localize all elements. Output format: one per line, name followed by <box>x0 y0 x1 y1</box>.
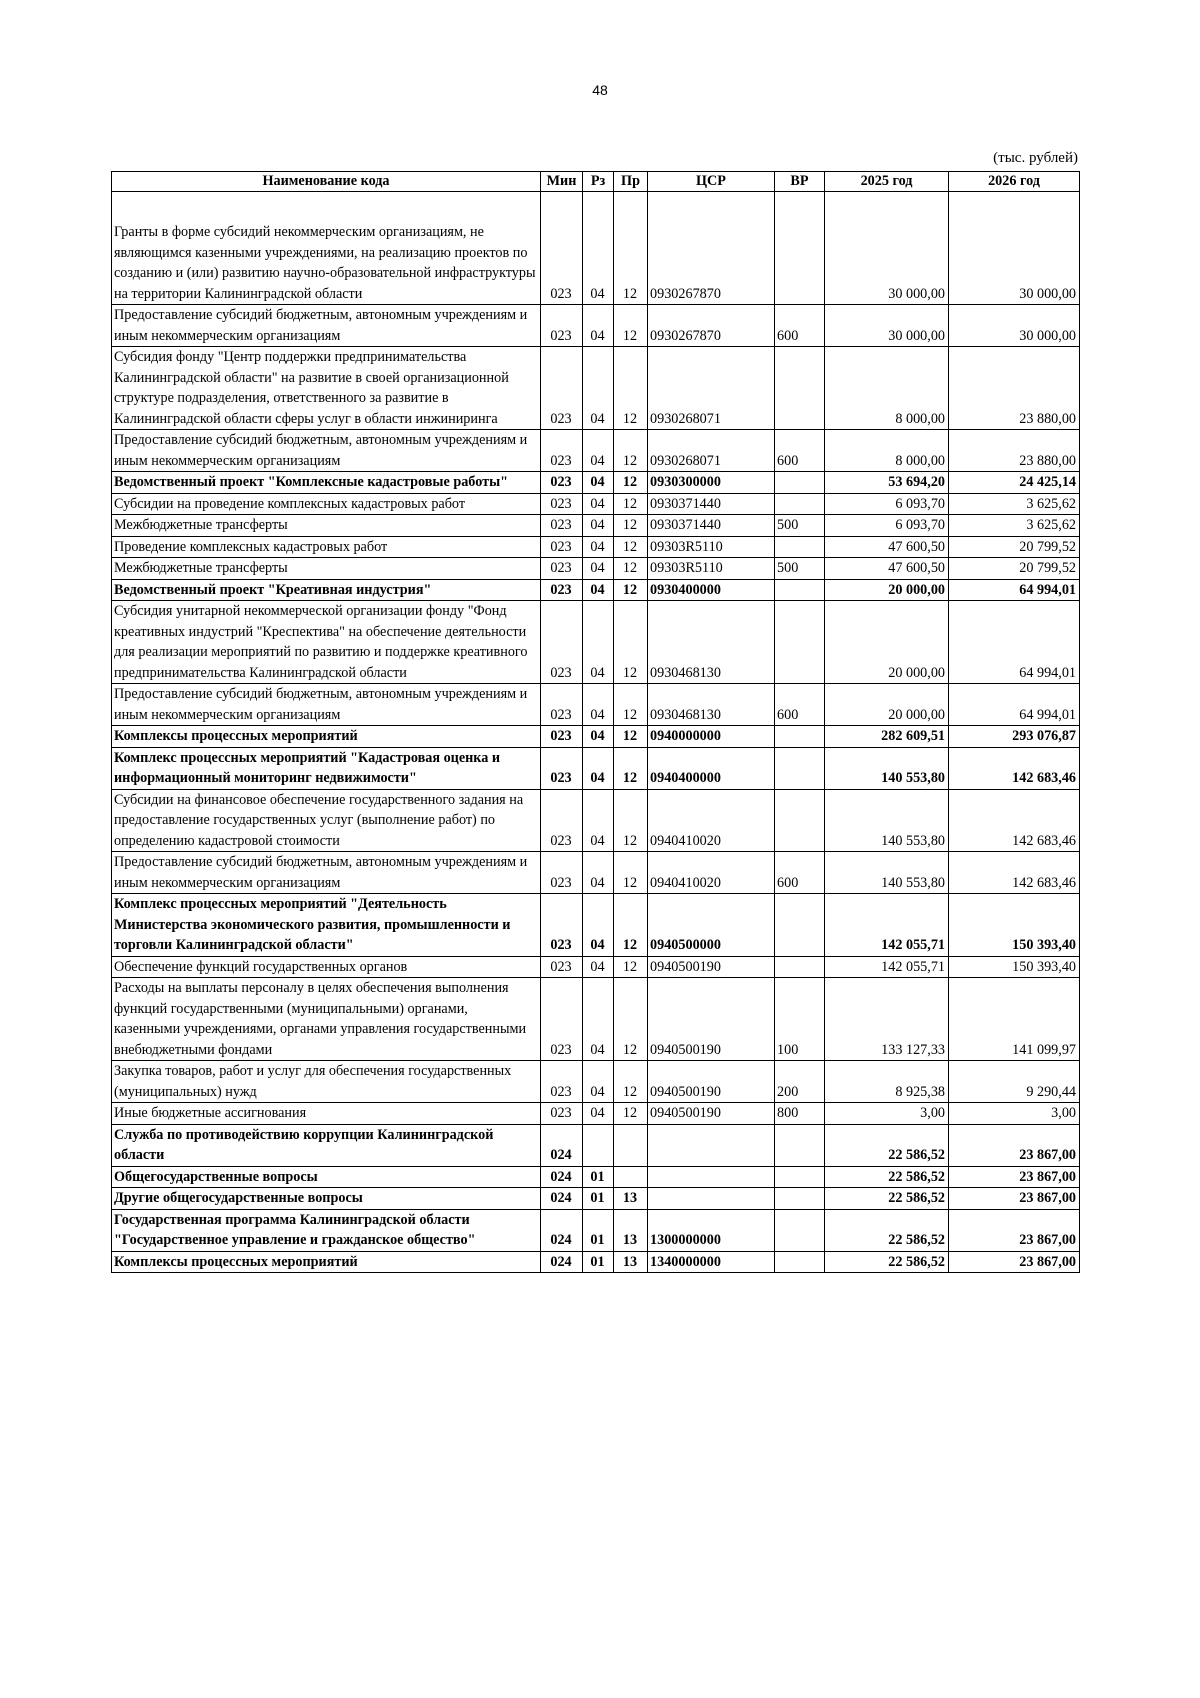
cell-2025: 8 925,38 <box>825 1061 949 1103</box>
cell-min: 023 <box>541 579 583 601</box>
cell-name: Обеспечение функций государственных органов <box>112 956 541 978</box>
cell-name: Межбюджетные трансферты <box>112 558 541 580</box>
cell-csr: 0930300000 <box>648 472 775 494</box>
cell-vr: 500 <box>775 515 825 537</box>
cell-2026: 142 683,46 <box>949 747 1080 789</box>
table-row <box>112 894 1080 957</box>
cell-name: Субсидия унитарной некоммерческой организации фонду "Фонд креативных индустрий "Креспектива" на обеспечение деятельности для реализации мероприятий по развитию и поддержке креативного предпринимательства Калининградской области <box>112 601 541 684</box>
table-row <box>112 430 1080 472</box>
cell-min: 023 <box>541 430 583 472</box>
cell-2025: 140 553,80 <box>825 789 949 852</box>
cell-vr <box>775 1188 825 1210</box>
cell-2025: 22 586,52 <box>825 1124 949 1166</box>
cell-vr <box>775 579 825 601</box>
cell-name: Предоставление субсидий бюджетным, автономным учреждениям и иным некоммерческим организациям <box>112 305 541 347</box>
cell-2025: 47 600,50 <box>825 558 949 580</box>
cell-vr: 200 <box>775 1061 825 1103</box>
cell-name: Предоставление субсидий бюджетным, автономным учреждениям и иным некоммерческим организациям <box>112 684 541 726</box>
cell-rz: 04 <box>583 601 614 684</box>
cell-vr <box>775 1166 825 1188</box>
table-row <box>112 347 1080 430</box>
table-row <box>112 726 1080 748</box>
cell-2026: 64 994,01 <box>949 601 1080 684</box>
header-2026: 2026 год <box>949 172 1080 192</box>
cell-2025: 6 093,70 <box>825 493 949 515</box>
cell-vr <box>775 493 825 515</box>
cell-rz: 04 <box>583 684 614 726</box>
cell-csr: 09303R5110 <box>648 536 775 558</box>
cell-vr <box>775 894 825 957</box>
cell-2026: 64 994,01 <box>949 579 1080 601</box>
cell-2026: 23 867,00 <box>949 1166 1080 1188</box>
cell-min: 023 <box>541 536 583 558</box>
table-row <box>112 601 1080 684</box>
cell-min: 023 <box>541 747 583 789</box>
cell-name: Иные бюджетные ассигнования <box>112 1103 541 1125</box>
cell-csr: 0940500190 <box>648 1061 775 1103</box>
units-note: (тыс. рублей) <box>993 150 1078 166</box>
cell-rz: 04 <box>583 515 614 537</box>
cell-pr: 12 <box>614 536 648 558</box>
cell-min: 023 <box>541 347 583 430</box>
cell-min: 023 <box>541 472 583 494</box>
cell-name: Расходы на выплаты персоналу в целях обеспечения выполнения функций государственными (муниципальными) органами, казенными учреждениями, органами управления государственными внебюджетными фондами <box>112 978 541 1061</box>
cell-pr: 12 <box>614 1103 648 1125</box>
cell-vr <box>775 1124 825 1166</box>
cell-rz: 01 <box>583 1209 614 1251</box>
cell-rz: 04 <box>583 493 614 515</box>
cell-min: 024 <box>541 1188 583 1210</box>
cell-pr: 12 <box>614 726 648 748</box>
cell-csr: 0940410020 <box>648 852 775 894</box>
cell-name: Государственная программа Калининградской области "Государственное управление и гражданское общество" <box>112 1209 541 1251</box>
cell-pr <box>614 1124 648 1166</box>
table-row <box>112 1251 1080 1273</box>
cell-vr <box>775 601 825 684</box>
cell-2025: 142 055,71 <box>825 894 949 957</box>
cell-2025: 22 586,52 <box>825 1166 949 1188</box>
cell-2025: 8 000,00 <box>825 347 949 430</box>
cell-2026: 142 683,46 <box>949 789 1080 852</box>
cell-name: Комплекс процессных мероприятий "Кадастровая оценка и информационный мониторинг недвижимости" <box>112 747 541 789</box>
cell-min: 023 <box>541 558 583 580</box>
cell-2026: 20 799,52 <box>949 558 1080 580</box>
cell-pr: 12 <box>614 347 648 430</box>
cell-2025: 22 586,52 <box>825 1188 949 1210</box>
cell-csr: 0940000000 <box>648 726 775 748</box>
table-header-row <box>112 172 1080 192</box>
cell-vr <box>775 222 825 305</box>
cell-2026: 9 290,44 <box>949 1061 1080 1103</box>
cell-min: 023 <box>541 493 583 515</box>
cell-pr: 12 <box>614 222 648 305</box>
cell-vr <box>775 1209 825 1251</box>
cell-rz: 04 <box>583 956 614 978</box>
cell-vr <box>775 789 825 852</box>
cell-csr: 0930468130 <box>648 684 775 726</box>
cell-csr: 0940500190 <box>648 978 775 1061</box>
cell-2025: 30 000,00 <box>825 305 949 347</box>
cell-2026: 64 994,01 <box>949 684 1080 726</box>
cell-min: 023 <box>541 978 583 1061</box>
cell-2025: 133 127,33 <box>825 978 949 1061</box>
page-number: 48 <box>592 82 608 98</box>
cell-2025: 140 553,80 <box>825 747 949 789</box>
cell-2026: 23 880,00 <box>949 347 1080 430</box>
cell-2026: 30 000,00 <box>949 305 1080 347</box>
cell-rz: 04 <box>583 472 614 494</box>
table-row <box>112 558 1080 580</box>
cell-csr: 1340000000 <box>648 1251 775 1273</box>
table-row <box>112 1103 1080 1125</box>
cell-csr: 0940410020 <box>648 789 775 852</box>
cell-2025: 30 000,00 <box>825 222 949 305</box>
table-row <box>112 956 1080 978</box>
cell-2026: 3 625,62 <box>949 493 1080 515</box>
cell-2025: 8 000,00 <box>825 430 949 472</box>
cell-name: Ведомственный проект "Комплексные кадастровые работы" <box>112 472 541 494</box>
cell-min: 023 <box>541 852 583 894</box>
cell-csr <box>648 1166 775 1188</box>
cell-rz: 04 <box>583 978 614 1061</box>
cell-vr: 600 <box>775 684 825 726</box>
cell-rz: 04 <box>583 430 614 472</box>
cell-name: Гранты в форме субсидий некоммерческим организациям, не являющимся казенными учреждениями, на реализацию проектов по созданию и (или) развитию научно-образовательной инфраструктуры на территории Калининградской области <box>112 222 541 305</box>
cell-rz: 04 <box>583 1061 614 1103</box>
cell-rz: 01 <box>583 1188 614 1210</box>
cell-2026: 30 000,00 <box>949 222 1080 305</box>
cell-csr: 0940500190 <box>648 1103 775 1125</box>
cell-2026: 142 683,46 <box>949 852 1080 894</box>
cell-min: 023 <box>541 305 583 347</box>
cell-min: 023 <box>541 956 583 978</box>
cell-vr <box>775 747 825 789</box>
cell-2026: 3 625,62 <box>949 515 1080 537</box>
cell-rz: 04 <box>583 558 614 580</box>
cell-2026: 141 099,97 <box>949 978 1080 1061</box>
cell-name: Общегосударственные вопросы <box>112 1166 541 1188</box>
header-vr: ВР <box>775 172 825 192</box>
cell-vr: 600 <box>775 305 825 347</box>
cell-pr: 12 <box>614 601 648 684</box>
cell-pr: 13 <box>614 1188 648 1210</box>
spacer-row <box>112 192 1080 223</box>
cell-name: Предоставление субсидий бюджетным, автономным учреждениям и иным некоммерческим организациям <box>112 852 541 894</box>
cell-vr: 100 <box>775 978 825 1061</box>
cell-rz: 04 <box>583 789 614 852</box>
budget-table <box>111 171 1080 1273</box>
table-row <box>112 1188 1080 1210</box>
table-row <box>112 1061 1080 1103</box>
cell-pr: 12 <box>614 978 648 1061</box>
cell-pr: 12 <box>614 305 648 347</box>
cell-2025: 20 000,00 <box>825 601 949 684</box>
cell-pr <box>614 1166 648 1188</box>
table-row <box>112 536 1080 558</box>
cell-min: 023 <box>541 789 583 852</box>
cell-min: 024 <box>541 1166 583 1188</box>
cell-min: 023 <box>541 222 583 305</box>
cell-csr: 0930267870 <box>648 222 775 305</box>
cell-2026: 23 867,00 <box>949 1188 1080 1210</box>
cell-2025: 53 694,20 <box>825 472 949 494</box>
cell-vr <box>775 956 825 978</box>
cell-csr: 09303R5110 <box>648 558 775 580</box>
cell-pr: 12 <box>614 558 648 580</box>
cell-rz: 04 <box>583 347 614 430</box>
cell-rz: 04 <box>583 222 614 305</box>
cell-csr: 0930468130 <box>648 601 775 684</box>
cell-vr: 800 <box>775 1103 825 1125</box>
cell-2025: 47 600,50 <box>825 536 949 558</box>
cell-min: 024 <box>541 1209 583 1251</box>
cell-2026: 150 393,40 <box>949 894 1080 957</box>
cell-min: 023 <box>541 684 583 726</box>
cell-rz: 04 <box>583 747 614 789</box>
cell-2025: 22 586,52 <box>825 1251 949 1273</box>
cell-vr: 500 <box>775 558 825 580</box>
cell-vr <box>775 726 825 748</box>
cell-pr: 12 <box>614 789 648 852</box>
cell-name: Проведение комплексных кадастровых работ <box>112 536 541 558</box>
header-2025: 2025 год <box>825 172 949 192</box>
cell-2026: 293 076,87 <box>949 726 1080 748</box>
cell-rz: 04 <box>583 1103 614 1125</box>
cell-rz <box>583 1124 614 1166</box>
cell-csr: 0930267870 <box>648 305 775 347</box>
table-row <box>112 579 1080 601</box>
cell-name: Другие общегосударственные вопросы <box>112 1188 541 1210</box>
cell-pr: 12 <box>614 493 648 515</box>
cell-vr: 600 <box>775 430 825 472</box>
cell-csr: 0930371440 <box>648 493 775 515</box>
cell-name: Межбюджетные трансферты <box>112 515 541 537</box>
header-min: Мин <box>541 172 583 192</box>
cell-min: 023 <box>541 726 583 748</box>
cell-pr: 12 <box>614 430 648 472</box>
cell-pr: 12 <box>614 515 648 537</box>
table-body <box>112 192 1080 1273</box>
header-pr: Пр <box>614 172 648 192</box>
cell-2026: 23 867,00 <box>949 1209 1080 1251</box>
cell-min: 023 <box>541 1061 583 1103</box>
cell-min: 024 <box>541 1124 583 1166</box>
cell-name: Комплекс процессных мероприятий "Деятельность Министерства экономического развития, промышленности и торговли Калининградской области" <box>112 894 541 957</box>
cell-pr: 13 <box>614 1251 648 1273</box>
cell-csr: 0940500190 <box>648 956 775 978</box>
table-row <box>112 978 1080 1061</box>
cell-rz: 01 <box>583 1166 614 1188</box>
cell-csr: 1300000000 <box>648 1209 775 1251</box>
cell-2025: 20 000,00 <box>825 579 949 601</box>
cell-name: Ведомственный проект "Креативная индустрия" <box>112 579 541 601</box>
cell-csr: 0930268071 <box>648 347 775 430</box>
cell-pr: 12 <box>614 472 648 494</box>
cell-vr <box>775 536 825 558</box>
table-row <box>112 1209 1080 1251</box>
cell-pr: 12 <box>614 747 648 789</box>
table-row <box>112 684 1080 726</box>
cell-pr: 12 <box>614 684 648 726</box>
cell-vr <box>775 1251 825 1273</box>
cell-rz: 01 <box>583 1251 614 1273</box>
cell-pr: 12 <box>614 894 648 957</box>
cell-2025: 142 055,71 <box>825 956 949 978</box>
table-row <box>112 305 1080 347</box>
cell-2025: 22 586,52 <box>825 1209 949 1251</box>
cell-csr: 0930400000 <box>648 579 775 601</box>
table-row <box>112 1166 1080 1188</box>
cell-min: 024 <box>541 1251 583 1273</box>
header-name: Наименование кода <box>112 172 541 192</box>
cell-csr: 0940400000 <box>648 747 775 789</box>
cell-name: Комплексы процессных мероприятий <box>112 726 541 748</box>
cell-rz: 04 <box>583 579 614 601</box>
cell-2026: 23 880,00 <box>949 430 1080 472</box>
cell-rz: 04 <box>583 536 614 558</box>
cell-csr <box>648 1124 775 1166</box>
cell-rz: 04 <box>583 894 614 957</box>
cell-2025: 3,00 <box>825 1103 949 1125</box>
cell-2025: 20 000,00 <box>825 684 949 726</box>
cell-rz: 04 <box>583 726 614 748</box>
cell-csr: 0940500000 <box>648 894 775 957</box>
cell-2026: 3,00 <box>949 1103 1080 1125</box>
cell-csr: 0930371440 <box>648 515 775 537</box>
cell-2026: 23 867,00 <box>949 1124 1080 1166</box>
cell-name: Субсидии на финансовое обеспечение государственного задания на предоставление государственных услуг (выполнение работ) по определению кадастровой стоимости <box>112 789 541 852</box>
cell-name: Субсидия фонду "Центр поддержки предпринимательства Калининградской области" на развитие в своей организационной структуре подразделения, ответственного за развитие в Калининградской области сферы услуг в области инжиниринга <box>112 347 541 430</box>
table-row <box>112 1124 1080 1166</box>
cell-name: Служба по противодействию коррупции Калининградской области <box>112 1124 541 1166</box>
header-rz: Рз <box>583 172 614 192</box>
cell-rz: 04 <box>583 305 614 347</box>
cell-2026: 24 425,14 <box>949 472 1080 494</box>
cell-rz: 04 <box>583 852 614 894</box>
cell-min: 023 <box>541 601 583 684</box>
cell-csr: 0930268071 <box>648 430 775 472</box>
table-row <box>112 515 1080 537</box>
cell-vr <box>775 472 825 494</box>
cell-vr: 600 <box>775 852 825 894</box>
table-row <box>112 852 1080 894</box>
cell-min: 023 <box>541 515 583 537</box>
table-row <box>112 222 1080 305</box>
cell-2025: 140 553,80 <box>825 852 949 894</box>
table-row <box>112 789 1080 852</box>
table-row <box>112 472 1080 494</box>
cell-2026: 23 867,00 <box>949 1251 1080 1273</box>
cell-csr <box>648 1188 775 1210</box>
cell-2026: 150 393,40 <box>949 956 1080 978</box>
table-row <box>112 493 1080 515</box>
cell-pr: 12 <box>614 852 648 894</box>
cell-2025: 282 609,51 <box>825 726 949 748</box>
cell-pr: 12 <box>614 579 648 601</box>
cell-2026: 20 799,52 <box>949 536 1080 558</box>
header-csr: ЦСР <box>648 172 775 192</box>
cell-pr: 13 <box>614 1209 648 1251</box>
cell-2025: 6 093,70 <box>825 515 949 537</box>
cell-min: 023 <box>541 894 583 957</box>
cell-min: 023 <box>541 1103 583 1125</box>
cell-name: Закупка товаров, работ и услуг для обеспечения государственных (муниципальных) нужд <box>112 1061 541 1103</box>
cell-name: Субсидии на проведение комплексных кадастровых работ <box>112 493 541 515</box>
cell-pr: 12 <box>614 956 648 978</box>
cell-pr: 12 <box>614 1061 648 1103</box>
cell-vr <box>775 347 825 430</box>
cell-name: Комплексы процессных мероприятий <box>112 1251 541 1273</box>
table-row <box>112 747 1080 789</box>
cell-name: Предоставление субсидий бюджетным, автономным учреждениям и иным некоммерческим организациям <box>112 430 541 472</box>
